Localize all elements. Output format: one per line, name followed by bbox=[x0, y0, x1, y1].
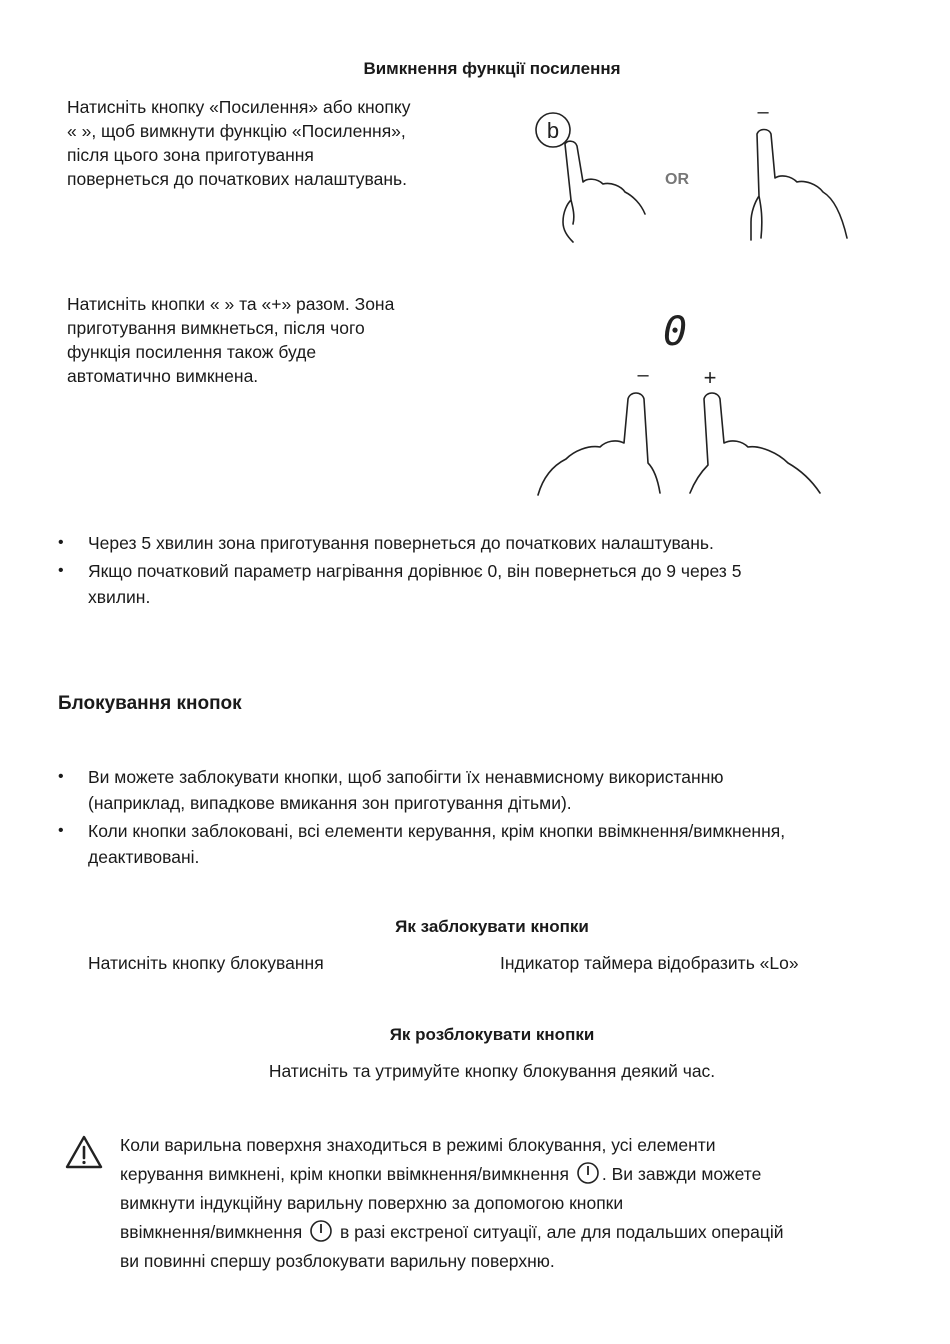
text-line: автоматично вимкнена. bbox=[67, 366, 259, 386]
text-line: приготування вимкнеться, після чого bbox=[67, 318, 365, 338]
text-segment: в разі екстреної ситуації, але для подальших операцій bbox=[339, 1222, 784, 1242]
lock-subtitle: Як заблокувати кнопки bbox=[395, 917, 589, 936]
plus-label: + bbox=[703, 365, 717, 390]
display-digit: 0 bbox=[662, 309, 688, 355]
lock-step-right: Індикатор таймера відобразить «Lo» bbox=[500, 953, 799, 973]
hand-pointing-icon bbox=[751, 130, 847, 241]
text-segment: керування вимкнені, крім кнопки ввімкнення/вимкнення bbox=[120, 1164, 569, 1184]
hand-pointing-icon bbox=[538, 393, 660, 495]
text-line: « », щоб вимкнути функцію «Посилення», bbox=[67, 121, 406, 141]
text-segment: ввімкнення/вимкнення bbox=[120, 1222, 303, 1242]
warning-triangle-icon bbox=[65, 1134, 103, 1170]
text-line: Коли кнопки заблоковані, всі елементи керування, крім кнопки ввімкнення/вимкнення, bbox=[88, 821, 786, 841]
section-title-boost-off: Вимкнення функції посилення bbox=[363, 59, 621, 78]
boost-off-step2-text bbox=[67, 292, 507, 388]
warning-text bbox=[120, 1131, 930, 1276]
minus-label: – bbox=[757, 101, 769, 123]
text-line: повернеться до початкових налаштувань. bbox=[67, 169, 408, 189]
boost-button-label: b bbox=[546, 118, 560, 143]
text-line: деактивовані. bbox=[88, 847, 200, 867]
text-line: вимкнути індукційну варильну поверхню за допомогою кнопки bbox=[120, 1193, 624, 1213]
text-line: Ви можете заблокувати кнопки, щоб запобігти їх ненавмисному використанню bbox=[88, 767, 724, 787]
hand-pointing-icon bbox=[563, 141, 645, 242]
text-line bbox=[120, 1160, 930, 1189]
power-icon bbox=[576, 1161, 600, 1185]
bullet-icon: • bbox=[58, 822, 64, 839]
text-line bbox=[120, 1218, 930, 1247]
boost-off-figure-2 bbox=[530, 305, 830, 500]
text-line: Якщо початковий параметр нагрівання дорівнює 0, він повернеться до 9 через 5 bbox=[88, 561, 742, 581]
list-item-text: Через 5 хвилин зона приготування повернеться до початкових налаштувань. bbox=[88, 533, 714, 553]
boost-off-figure-1 bbox=[525, 100, 865, 250]
boost-off-step1-text bbox=[67, 95, 507, 191]
text-line: Натисніть кнопку «Посилення» або кнопку bbox=[67, 97, 411, 117]
text-line: Натисніть кнопки « » та «+» разом. Зона bbox=[67, 294, 395, 314]
text-line: після цього зона приготування bbox=[67, 145, 314, 165]
bullet-icon: • bbox=[58, 562, 64, 579]
list-item-text bbox=[88, 558, 928, 610]
text-line: ви повинні спершу розблокувати варильну поверхню. bbox=[120, 1251, 555, 1271]
unlock-subtitle: Як розблокувати кнопки bbox=[389, 1025, 595, 1044]
lock-step-left: Натисніть кнопку блокування bbox=[88, 953, 324, 973]
power-icon bbox=[309, 1219, 333, 1243]
text-line: Коли варильна поверхня знаходиться в режимі блокування, усі елементи bbox=[120, 1135, 716, 1155]
text-line: (наприклад, випадкове вмикання зон приготування дітьми). bbox=[88, 793, 572, 813]
list-item-text bbox=[88, 764, 928, 816]
bullet-icon: • bbox=[58, 768, 64, 785]
text-line: функція посилення також буде bbox=[67, 342, 317, 362]
or-label: OR bbox=[665, 171, 689, 188]
bullet-icon: • bbox=[58, 534, 64, 551]
section-title-key-lock: Блокування кнопок bbox=[58, 693, 242, 714]
hand-pointing-icon bbox=[690, 393, 820, 493]
text-segment: . Ви завжди можете bbox=[601, 1164, 762, 1184]
list-item-text bbox=[88, 818, 928, 870]
text-line: хвилин. bbox=[88, 587, 151, 607]
minus-label: – bbox=[637, 364, 649, 386]
unlock-step-text: Натисніть та утримуйте кнопку блокування деякий час. bbox=[268, 1061, 716, 1081]
